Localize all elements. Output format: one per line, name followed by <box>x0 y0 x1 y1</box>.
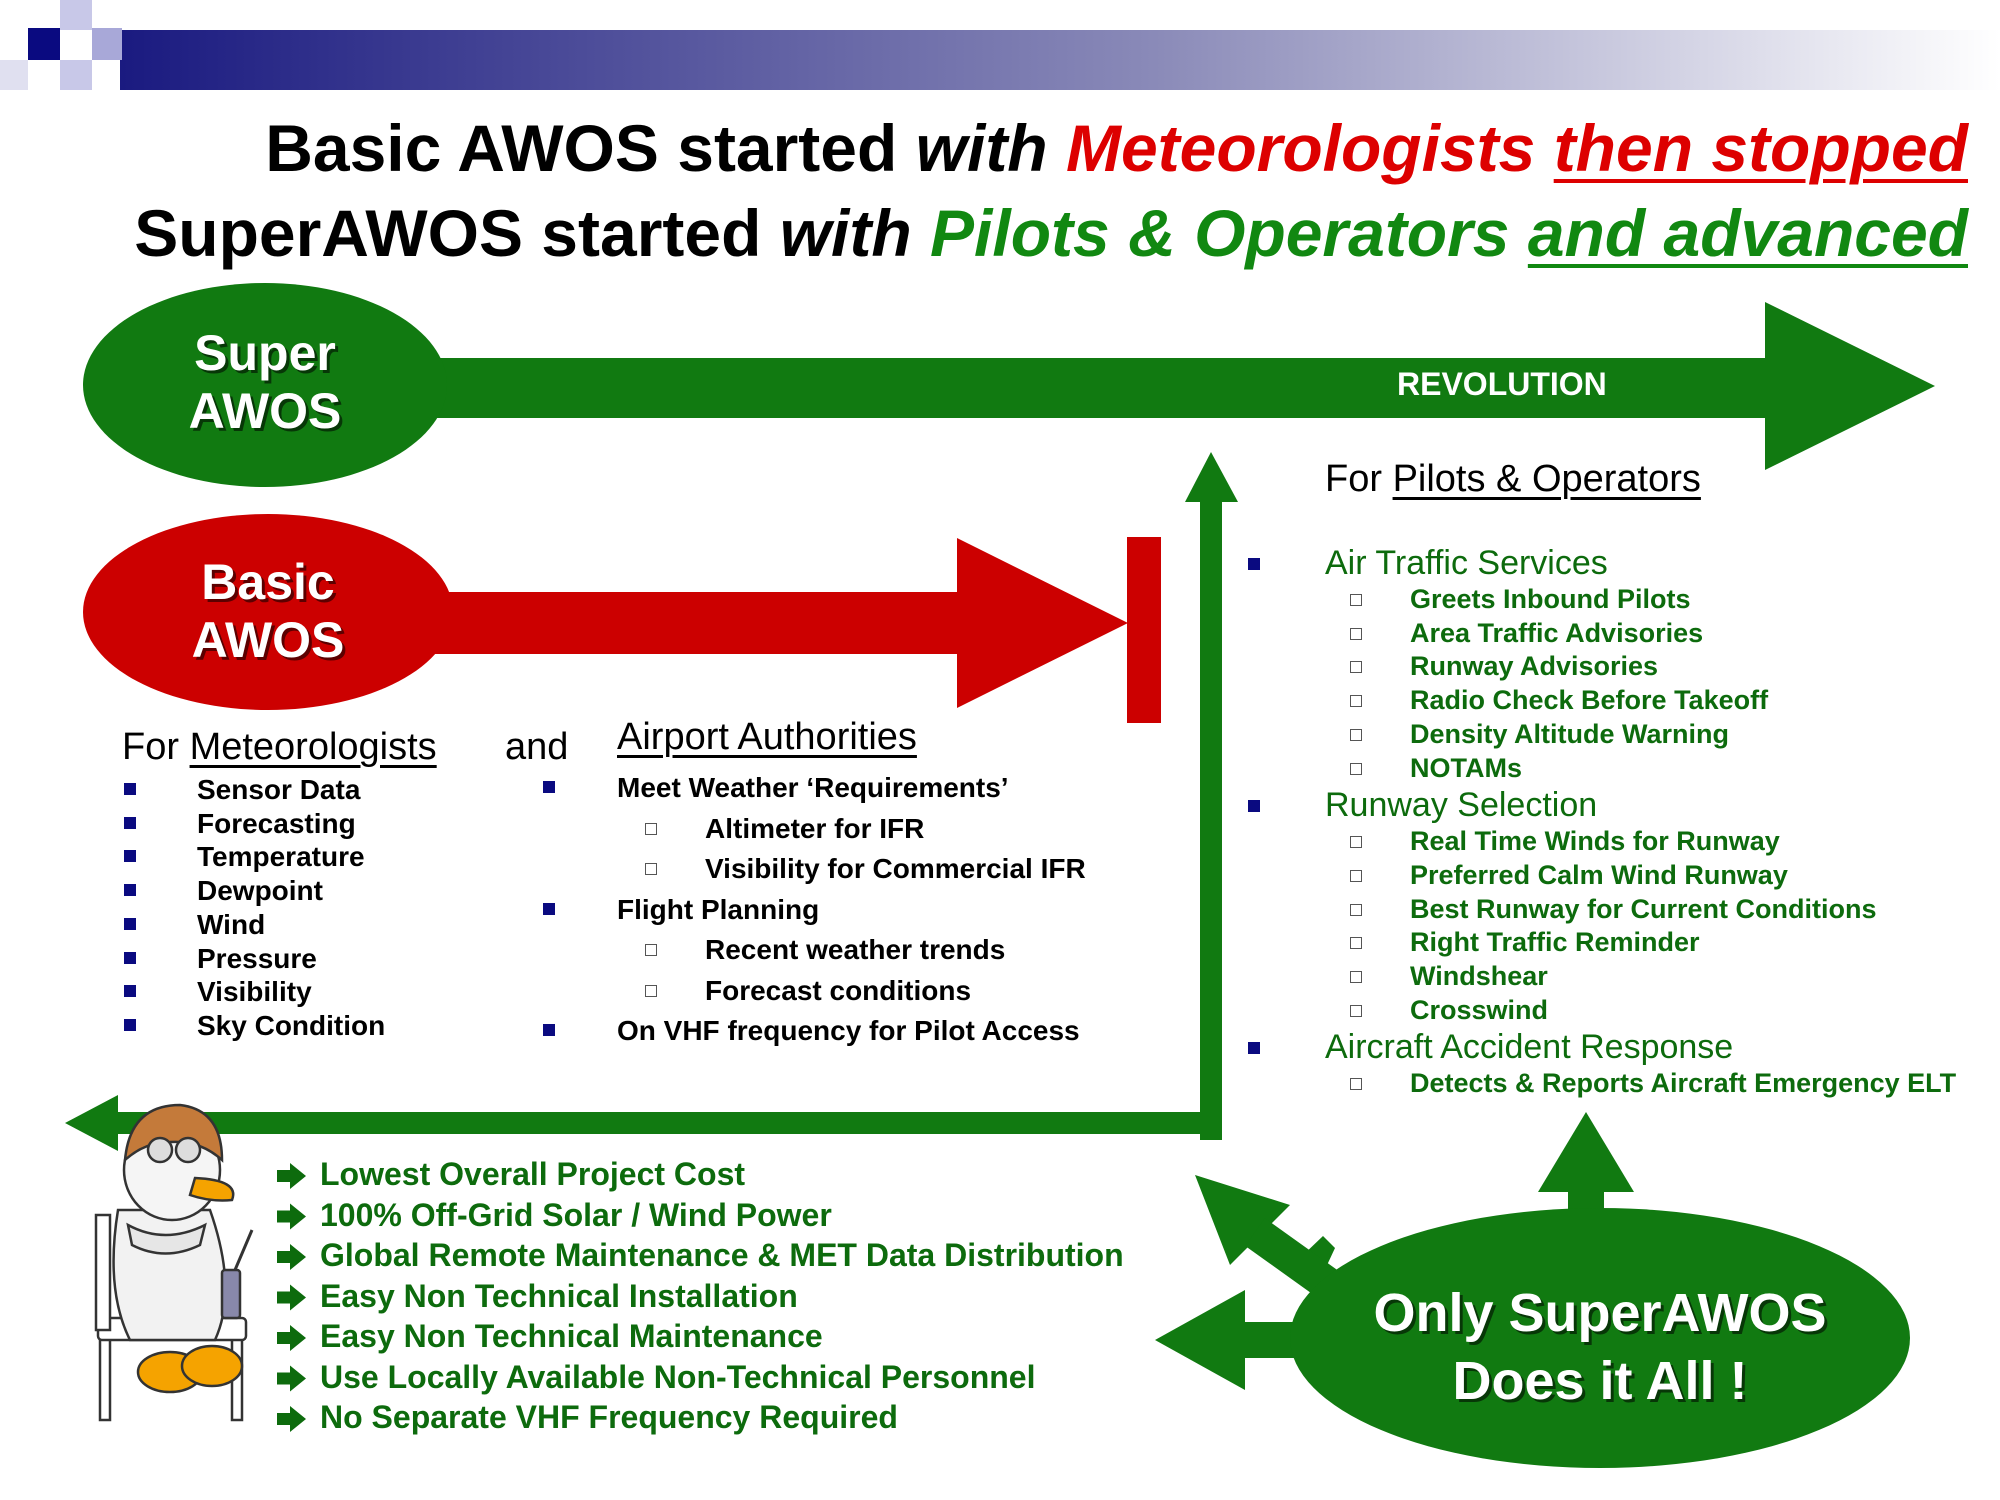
title-line-2-italic: with <box>779 196 931 270</box>
bullet-square <box>543 781 555 793</box>
pilots-operators-subitem: Detects & Reports Aircraft Emergency ELT <box>1410 1068 1957 1099</box>
basic-awos-stop-bar <box>1127 537 1161 723</box>
arrow-bullet-icon <box>277 1366 306 1392</box>
airport-authorities-heading-link: Airport Authorities <box>617 716 917 758</box>
pilots-operators-heading <box>1325 458 1701 501</box>
basic-awos-label-line-1: Basic <box>201 554 335 610</box>
pilots-operators-subitem: Crosswind <box>1410 994 1549 1025</box>
title-line-1-red-underlined: then stopped <box>1553 111 1968 185</box>
benefit-arrow-bullets <box>277 1163 306 1432</box>
pilots-operators-item: Runway Selection <box>1325 786 1598 825</box>
pilots-operators-heading-link: Pilots & Operators <box>1392 458 1701 500</box>
mascot-goggle-left <box>148 1138 172 1162</box>
callout-left-arrow-head <box>1155 1290 1245 1390</box>
title-line-2 <box>134 195 1968 271</box>
benefit-item: Global Remote Maintenance & MET Data Distribution <box>320 1237 1124 1273</box>
arrow-bullet-icon <box>277 1325 306 1351</box>
revolution-label: REVOLUTION <box>1397 366 1607 402</box>
super-awos-label-line-2: AWOS <box>188 382 342 439</box>
meteorologists-heading-link: Meteorologists <box>189 726 437 768</box>
bullet-square <box>124 1019 136 1031</box>
bullet-square <box>124 783 136 795</box>
basic-awos-label-line-2: AWOS <box>191 611 345 668</box>
bullet-hollow-square <box>645 985 657 997</box>
super-awos-label-line-1: Super <box>194 325 336 381</box>
callout-line-1: Only SuperAWOS <box>1373 1283 1827 1343</box>
pilots-operators-heading-prefix: For <box>1325 458 1393 500</box>
meteorologists-item: Wind <box>197 908 266 940</box>
airport-authorities-item: Flight Planning <box>617 893 820 925</box>
bullet-hollow-square <box>1350 763 1362 775</box>
bullet-hollow-square <box>1350 904 1362 916</box>
return-arrow-horizontal <box>110 1112 1222 1134</box>
airport-authorities-subitem: Recent weather trends <box>705 934 1006 965</box>
pilots-operators-subitem: Windshear <box>1410 961 1548 991</box>
pilots-operators-subitem: Area Traffic Advisories <box>1410 617 1704 648</box>
title-line-1-plain: Basic AWOS started <box>265 111 916 185</box>
bullet-square <box>543 903 555 915</box>
bullet-square <box>1248 1042 1260 1054</box>
callout-line-2: Does it All ! <box>1452 1350 1748 1411</box>
bullet-hollow-square <box>645 863 657 875</box>
bullet-hollow-square <box>1350 628 1362 640</box>
pilots-operators-subitem: Preferred Calm Wind Runway <box>1410 859 1788 890</box>
bullet-hollow-square <box>645 823 657 835</box>
meteorologists-item: Temperature <box>197 841 365 873</box>
bullet-square <box>543 1024 555 1036</box>
bullet-hollow-square <box>1350 594 1362 606</box>
mascot-chair-leg-left <box>100 1330 110 1420</box>
bullet-hollow-square <box>1350 1078 1362 1090</box>
bullet-square <box>124 884 136 896</box>
pilots-operators-subitem: Greets Inbound Pilots <box>1410 584 1691 614</box>
pilots-operators-subitem: Best Runway for Current Conditions <box>1410 893 1877 924</box>
duck-pilot-mascot <box>96 1105 252 1420</box>
meteorologists-item: Dewpoint <box>197 875 323 907</box>
return-arrow-up-head <box>1185 452 1238 502</box>
pilots-operators-subitem: Density Altitude Warning <box>1410 718 1730 749</box>
bullet-hollow-square <box>645 944 657 956</box>
arrow-bullet-icon <box>277 1285 306 1311</box>
bullet-square <box>124 817 136 829</box>
benefit-item: 100% Off-Grid Solar / Wind Power <box>320 1196 832 1233</box>
arrow-bullet-icon <box>277 1163 306 1189</box>
mascot-goggle-right <box>176 1138 200 1162</box>
title-line-1-red: Meteorologists <box>1065 111 1554 185</box>
mascot-radio-antenna <box>235 1230 252 1270</box>
mascot-beak <box>190 1178 233 1200</box>
benefit-item: Easy Non Technical Installation <box>320 1277 798 1314</box>
airport-authorities-item: On VHF frequency for Pilot Access <box>617 1015 1080 1046</box>
meteorologists-item: Pressure <box>197 942 317 974</box>
arrow-bullet-icon <box>277 1244 306 1270</box>
bullet-hollow-square <box>1350 729 1362 741</box>
pilots-operators-subitem: Real Time Winds for Runway <box>1410 826 1780 857</box>
pilots-operators-subitem: Right Traffic Reminder <box>1410 927 1700 958</box>
bullet-hollow-square <box>1350 1005 1362 1017</box>
header-gradient-bar <box>120 30 2000 90</box>
header-square-light-4 <box>0 60 28 90</box>
super-awos-label <box>150 325 380 440</box>
mascot-foot-right <box>182 1346 242 1386</box>
header-square-light-3 <box>60 60 92 90</box>
bullet-square <box>124 850 136 862</box>
header-square-light-1 <box>60 0 92 30</box>
meteorologists-item: Sky Condition <box>197 1009 386 1041</box>
basic-awos-arrow-head <box>957 538 1128 708</box>
title-line-2-green-underlined: and advanced <box>1527 196 1968 270</box>
bullet-square <box>124 985 136 997</box>
bullet-hollow-square <box>1350 971 1362 983</box>
header-decoration <box>0 0 2000 90</box>
return-arrow-left-head <box>65 1095 118 1151</box>
arrow-bullet-icon <box>277 1204 306 1230</box>
airport-authorities-heading <box>617 716 917 759</box>
bullet-square <box>124 918 136 930</box>
pilots-operators-subitem: Runway Advisories <box>1410 651 1659 682</box>
basic-awos-label <box>153 554 383 669</box>
benefit-item: Easy Non Technical Maintenance <box>320 1318 823 1354</box>
pilots-operators-subitem: NOTAMs <box>1410 752 1522 783</box>
meteorologists-item: Visibility <box>197 976 312 1008</box>
bullet-hollow-square <box>1350 870 1362 882</box>
header-square-dark <box>28 28 60 60</box>
airport-authorities-subitem: Forecast conditions <box>705 974 972 1006</box>
bullet-square <box>124 952 136 964</box>
bullet-hollow-square <box>1350 937 1362 949</box>
benefit-item: Use Locally Available Non-Technical Personnel <box>320 1358 1036 1395</box>
title-line-1-italic: with <box>915 111 1066 185</box>
meteorologists-item: Sensor Data <box>197 774 361 805</box>
benefit-item: No Separate VHF Frequency Required <box>320 1399 898 1435</box>
benefit-item: Lowest Overall Project Cost <box>320 1156 746 1192</box>
airport-authorities-item: Meet Weather ‘Requirements’ <box>617 772 1009 803</box>
meteorologists-heading <box>122 726 437 769</box>
bullet-hollow-square <box>1350 836 1362 848</box>
header-square-light-2 <box>92 28 122 60</box>
title-line-2-plain: SuperAWOS started <box>134 196 780 270</box>
callout-text <box>1300 1280 1900 1415</box>
arrow-bullet-icon <box>277 1406 306 1432</box>
airport-authorities-subitem: Altimeter for IFR <box>705 812 925 844</box>
pilots-operators-item: Air Traffic Services <box>1325 544 1608 582</box>
title-line-2-green: Pilots & Operators <box>930 196 1528 270</box>
title-line-1 <box>265 110 1968 186</box>
super-awos-arrow-head <box>1765 302 1935 470</box>
meteorologists-heading-and: and <box>505 726 569 768</box>
bullet-hollow-square <box>1350 695 1362 707</box>
bullet-square <box>1248 800 1260 812</box>
airport-authorities-subitem: Visibility for Commercial IFR <box>705 853 1086 884</box>
meteorologists-heading-prefix: For <box>122 726 190 768</box>
mascot-radio <box>222 1270 240 1318</box>
mascot-chair-back <box>96 1215 110 1330</box>
bullet-square <box>1248 558 1260 570</box>
pilots-operators-item: Aircraft Accident Response <box>1325 1028 1734 1067</box>
pilots-operators-subitem: Radio Check Before Takeoff <box>1410 685 1769 716</box>
meteorologists-item: Forecasting <box>197 807 356 839</box>
bullet-hollow-square <box>1350 661 1362 673</box>
callout-up-arrow-head <box>1538 1112 1634 1192</box>
